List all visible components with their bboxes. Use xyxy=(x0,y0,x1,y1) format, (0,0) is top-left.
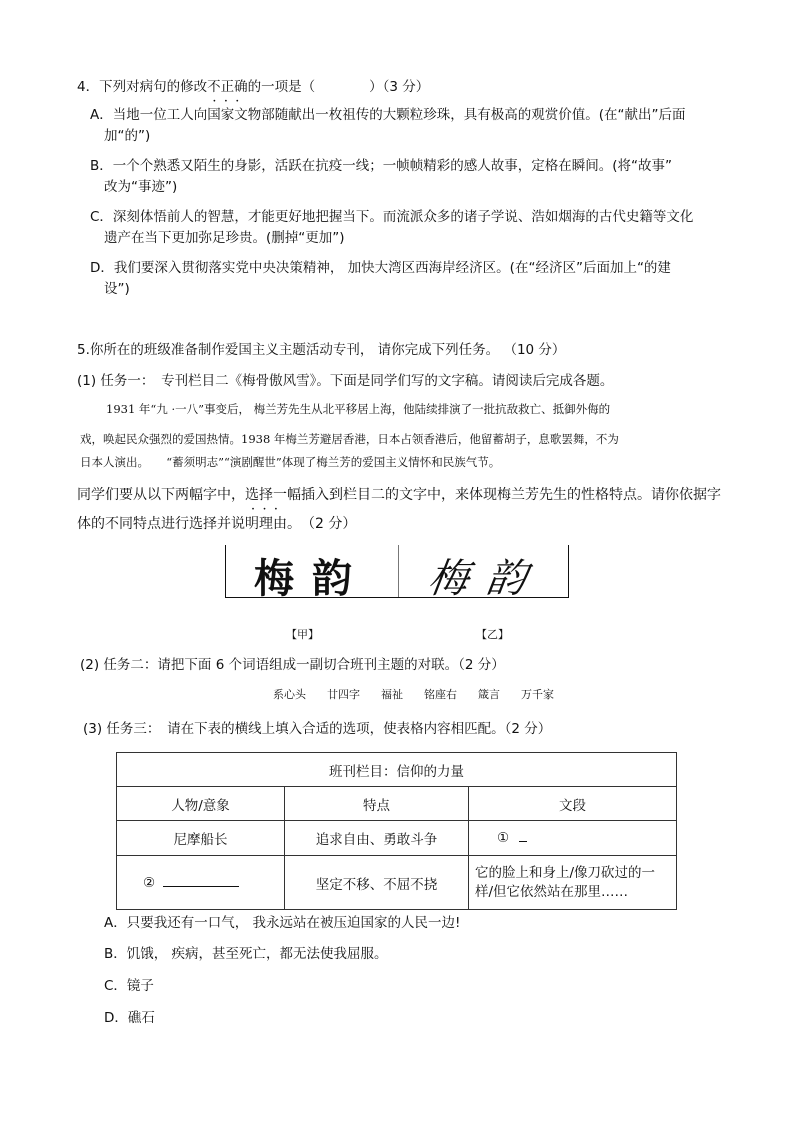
q4-option-a xyxy=(90,106,686,145)
choice-c: C．镜子 xyxy=(104,978,154,994)
couplet-word: 系心头 xyxy=(273,688,306,701)
q4-option-b-line1: B．一个个熟悉又陌生的身影，活跃在抗疫一线；一帧帧精彩的感人故事，定格在瞬间。(将“故事” xyxy=(90,158,673,174)
q5-task3-label: (3) 任务三： 请在下表的横线上填入合适的选项，使表格内容相匹配。（2 分） xyxy=(83,721,552,737)
table-row xyxy=(117,856,677,910)
choice-a: A．只要我还有一口气， 我永远站在被压迫国家的人民一边! xyxy=(104,915,461,931)
choice-b: B．饥饿， 疾病，甚至死亡，都无法使我屈服。 xyxy=(104,946,388,962)
table-cell: 它的脸上和身上/像刀砍过的一样/但它依然站在那里…… xyxy=(469,856,677,910)
couplet-word: 铭座右 xyxy=(424,688,457,701)
q4-option-a-line1: A．当地一位工人向国家文物部随献出一枚祖传的大颗粒珍珠，具有极高的观赏价值。(在“献出”后面 xyxy=(90,107,686,123)
table-header-cell: 文段 xyxy=(469,787,677,821)
couplet-word: 廿四字 xyxy=(327,688,360,701)
column-table xyxy=(116,752,677,910)
q5-passage-line2: 戏，唤起民众强烈的爱国热情。1938 年梅兰芳避居香港，日本占领香港后，他留蓄胡子，息歌罢舞，不为 xyxy=(80,432,619,446)
table-cell: 尼摩船长 xyxy=(117,821,285,856)
table-header-cell: 特点 xyxy=(285,787,469,821)
q5-task1-question-pre: 同学们要从以下两幅字中， xyxy=(77,487,245,503)
q4-stem-prefix: 4．下列对病句的修改 xyxy=(77,79,208,95)
q4-option-d xyxy=(90,259,671,298)
q4-option-c-line1: C．深刻体悟前人的智慧，才能更好地把握当下。而流派众多的诸子学说、浩如烟海的古代史籍等文化 xyxy=(90,209,694,225)
couplet-word: 福祉 xyxy=(381,688,403,701)
q4-option-a-line2: 加“的”) xyxy=(104,128,151,144)
answer-blank-2[interactable] xyxy=(163,886,239,887)
q5-task1-question xyxy=(77,486,721,504)
table-cell-blank-2[interactable] xyxy=(117,856,285,910)
calligraphy-box xyxy=(225,545,569,602)
table-cell-blank-1[interactable] xyxy=(469,821,677,856)
table-cell: 坚定不移、不屈不挠 xyxy=(285,856,469,910)
q4-option-d-line1: D．我们要深入贯彻落实党中央决策精神， 加快大湾区西海岸经济区。(在“经济区”后面加上“的建 xyxy=(90,260,671,276)
table-header-row xyxy=(117,787,677,821)
couplet-word: 箴言 xyxy=(478,688,500,701)
calligraphy-b: 梅韵 xyxy=(425,556,548,602)
table-title-row xyxy=(117,753,677,787)
q4-option-c xyxy=(90,208,693,247)
q4-option-b-line2: 改为“事迹”) xyxy=(104,179,178,195)
q4-option-b xyxy=(90,157,672,196)
answer-blank-1[interactable] xyxy=(519,841,527,842)
q4-stem xyxy=(77,78,429,96)
q5-task1-question-post: 幅插入到栏目二的文字中，来体现梅兰芳先生的性格特点。请你依据字 xyxy=(287,487,721,503)
q4-stem-emphasis: 不正确 • • • xyxy=(207,79,248,95)
calligraphy-label-b: 【乙】 xyxy=(476,628,509,641)
q5-passage-line1: 1931 年“九 ·一八”事变后， 梅兰芳先生从北平移居上海，他陆续排演了一批抗敌救亡、抵御外侮的 xyxy=(106,402,611,416)
q5-task1-question-emphasis: 选择一 • • • xyxy=(245,487,287,503)
blank-marker-1: ① xyxy=(497,830,510,846)
table-row xyxy=(117,821,677,856)
q5-task1-label: (1) 任务一： 专刊栏目二《梅骨傲风雪》。下面是同学们写的文字稿。请阅读后完成各题。 xyxy=(77,373,614,389)
q4-stem-suffix: 的一项是（ ）（3 分） xyxy=(247,79,430,95)
calligraphy-label-a: 【甲】 xyxy=(286,628,319,641)
q5-task1-question-line2: 体的不同特点进行选择并说明理由。 （2 分） xyxy=(77,516,357,532)
table-header-cell: 人物/意象 xyxy=(117,787,285,821)
q5-stem: 5.你所在的班级准备制作爱国主义主题活动专刊， 请你完成下列任务。 （10 分） xyxy=(77,342,566,358)
q5-task2-label: (2) 任务二：请把下面 6 个词语组成一副切合班刊主题的对联。（2 分） xyxy=(80,657,505,673)
table-title: 班刊栏目：信仰的力量 xyxy=(117,753,677,787)
calligraphy-a: 梅韵 xyxy=(254,555,370,602)
couplet-word: 万千家 xyxy=(521,688,554,701)
calligraphy-divider xyxy=(398,545,399,597)
choice-d: D．礁石 xyxy=(104,1010,155,1026)
q5-task2-words xyxy=(273,686,554,702)
q4-option-d-line2: 设”) xyxy=(104,281,130,297)
blank-marker-2: ② xyxy=(143,874,156,891)
table-cell: 追求自由、勇敢斗争 xyxy=(285,821,469,856)
q4-option-c-line2: 遗产在当下更加弥足珍贵。(删掉“更加”) xyxy=(104,230,345,246)
q5-passage-line3: 日本人演出。 “蓄须明志”“演剧醒世”体现了梅兰芳的爱国主义情怀和民族气节。 xyxy=(80,455,501,469)
